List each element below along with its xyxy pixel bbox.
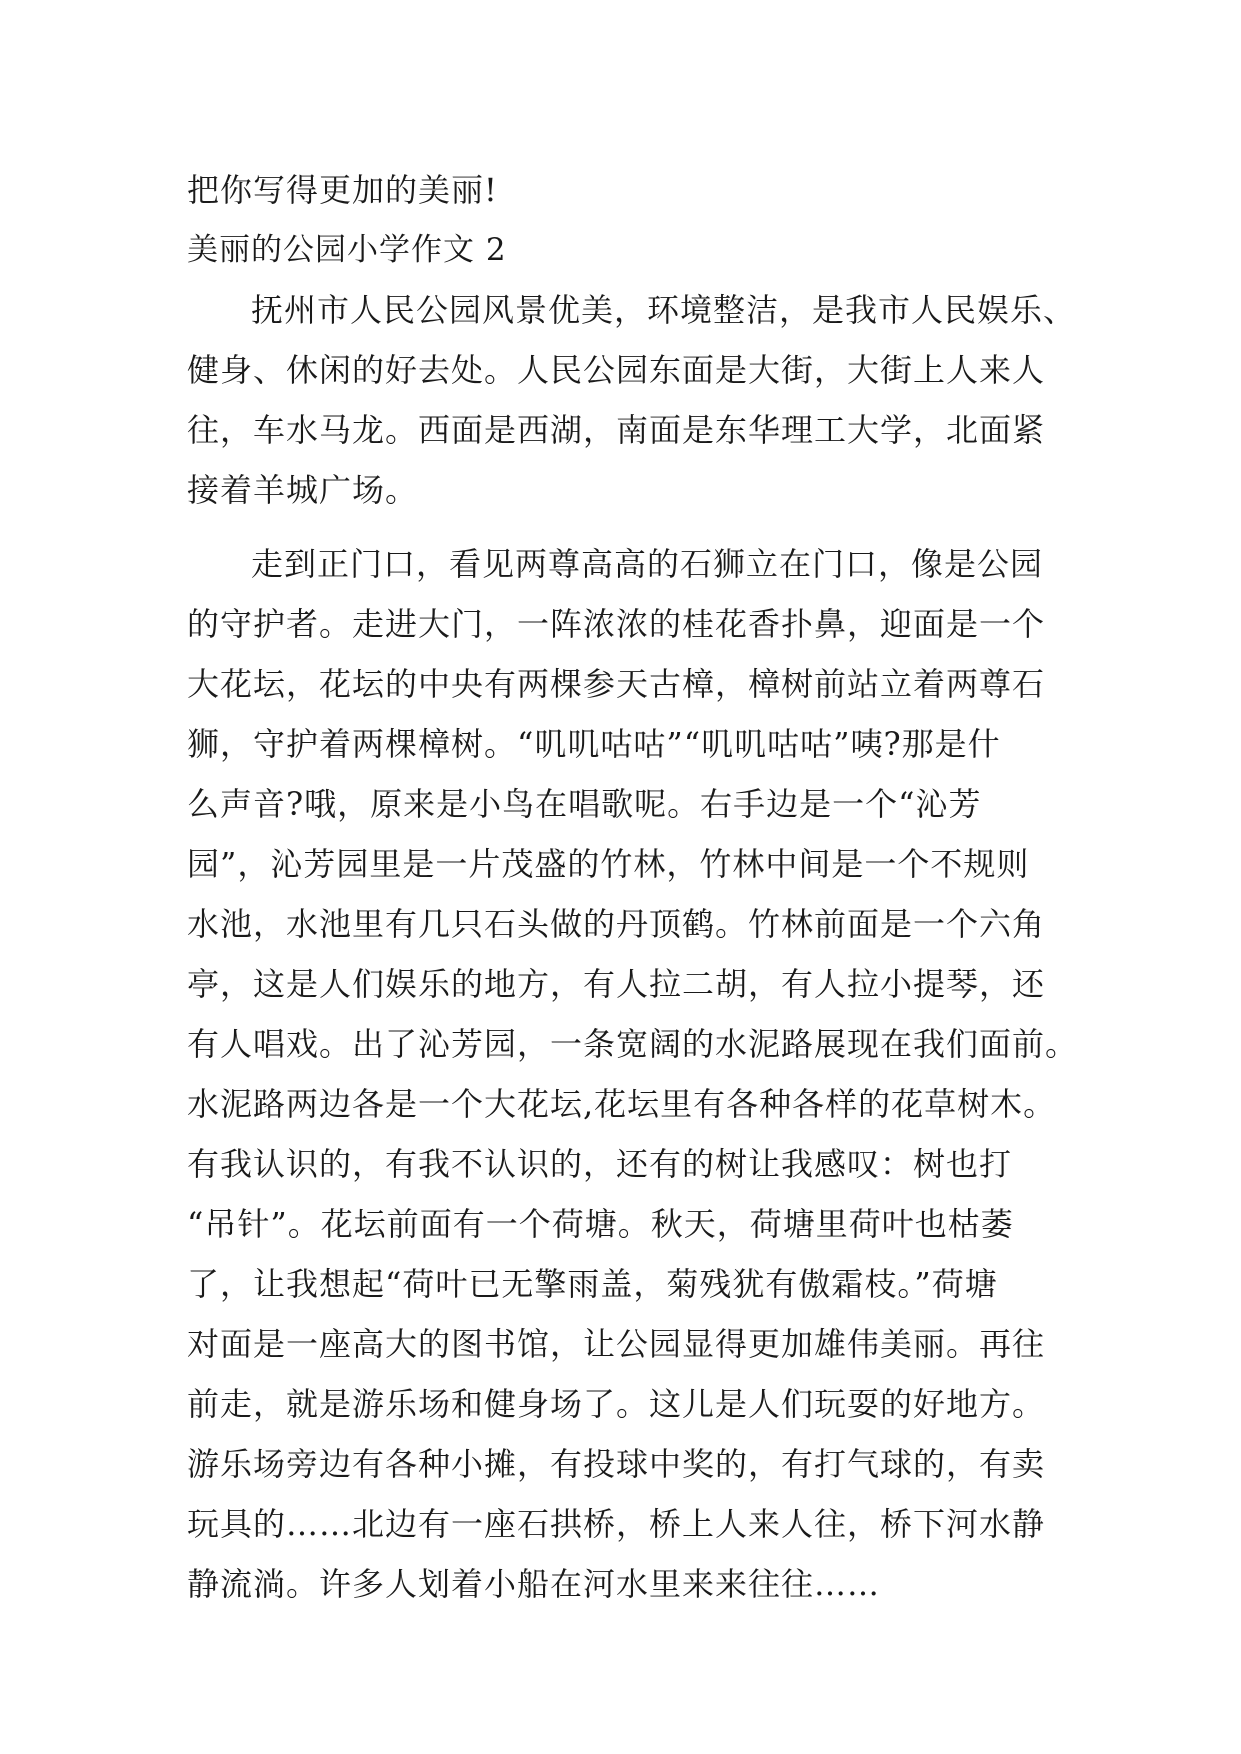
paragraph-spacer [187, 520, 1057, 534]
paragraph-line: “吊针”。花坛前面有一个荷塘。秋天，荷塘里荷叶也枯萎 [187, 1205, 1014, 1243]
paragraph-line: 前走，就是游乐场和健身场了。这儿是人们玩耍的好地方。 [187, 1385, 1046, 1423]
paragraph-2 [187, 534, 1079, 1614]
paragraph-line: 有我认识的，有我不认识的，还有的树让我感叹：树也打 [187, 1145, 1013, 1183]
paragraph-line: 健身、休闲的好去处。人民公园东面是大街，大街上人来人 [187, 351, 1046, 389]
paragraph-line: 狮，守护着两棵樟树。“叽叽咕咕”“叽叽咕咕”咦?那是什 [187, 725, 1001, 763]
document-body [187, 160, 1079, 1614]
paragraph-line: 接着羊城广场。 [187, 471, 419, 509]
closing-line: 把你写得更加的美丽! [187, 171, 498, 209]
paragraph-line: 走到正门口，看见两尊高高的石狮立在门口，像是公园 [251, 545, 1044, 583]
paragraph-line: 静流淌。许多人划着小船在河水里来来往往…… [187, 1565, 881, 1603]
paragraph-line: 园”，沁芳园里是一片茂盛的竹林，竹林中间是一个不规则 [187, 845, 1030, 883]
paragraph-line: 往，车水马龙。西面是西湖，南面是东华理工大学，北面紧 [187, 411, 1046, 449]
paragraph-1 [187, 280, 1077, 520]
paragraph-line: 玩具的……北边有一座石拱桥，桥上人来人往，桥下河水静 [187, 1505, 1046, 1543]
paragraph-line: 对面是一座高大的图书馆，让公园显得更加雄伟美丽。再往 [187, 1325, 1046, 1363]
paragraph-line: 水池，水池里有几只石头做的丹顶鹤。竹林前面是一个六角 [187, 905, 1046, 943]
paragraph-line: 游乐场旁边有各种小摊，有投球中奖的，有打气球的，有卖 [187, 1445, 1046, 1483]
paragraph-line: 了，让我想起“荷叶已无擎雨盖，菊残犹有傲霜枝。”荷塘 [187, 1265, 998, 1303]
paragraph-line: 抚州市人民公园风景优美，环境整洁，是我市人民娱乐、 [251, 291, 1077, 329]
paragraph-line: 么声音?哦，原来是小鸟在唱歌呢。右手边是一个“沁芳 [187, 785, 982, 823]
paragraph-line: 水泥路两边各是一个大花坛,花坛里有各种各样的花草树木。 [187, 1085, 1057, 1123]
paragraph-line: 大花坛，花坛的中央有两棵参天古樟，樟树前站立着两尊石 [187, 665, 1046, 703]
paragraph-line: 有人唱戏。出了沁芳园，一条宽阔的水泥路展现在我们面前。 [187, 1025, 1079, 1063]
paragraph-line: 亭，这是人们娱乐的地方，有人拉二胡，有人拉小提琴，还 [187, 965, 1046, 1003]
paragraph-line: 的守护者。走进大门，一阵浓浓的桂花香扑鼻，迎面是一个 [187, 605, 1046, 643]
essay-heading: 美丽的公园小学作文 2 [187, 232, 507, 268]
